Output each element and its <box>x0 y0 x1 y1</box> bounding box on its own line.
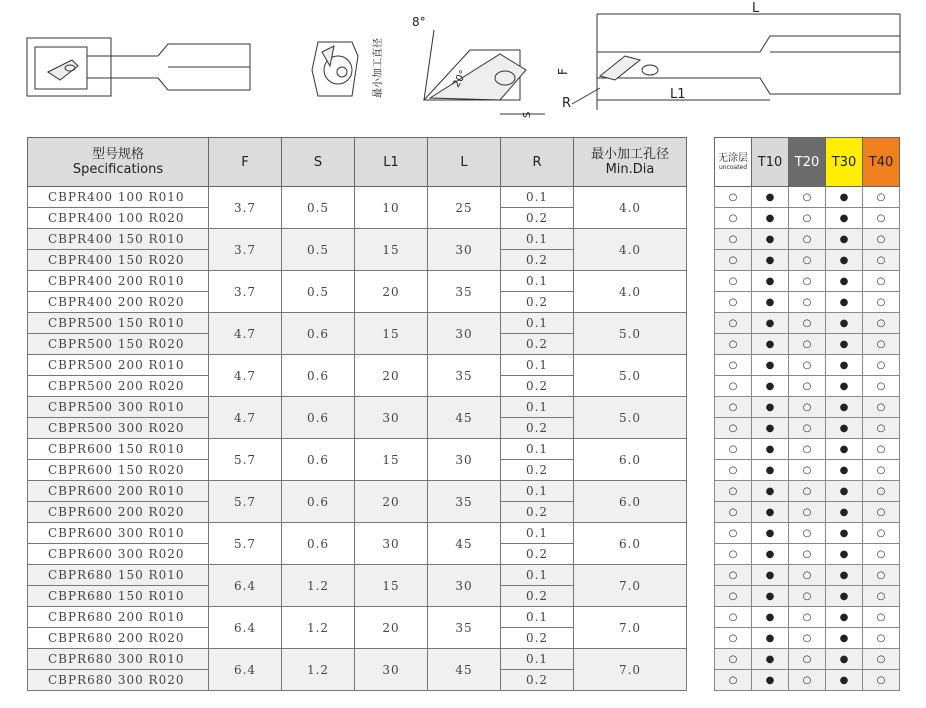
r-cell: 0.2 <box>501 628 574 649</box>
f-cell: 3.7 <box>209 271 282 313</box>
grade-cell: ● <box>826 187 863 208</box>
grade-cell: ○ <box>863 502 900 523</box>
grade-cell: ○ <box>715 481 752 502</box>
grade-cell: ○ <box>863 313 900 334</box>
s-cell: 0.6 <box>282 397 355 439</box>
grade-cell: ○ <box>715 628 752 649</box>
grade-cell: ○ <box>863 460 900 481</box>
grade-row <box>715 292 900 313</box>
r-cell: 0.1 <box>501 355 574 376</box>
min-dia-cell: 6.0 <box>574 481 687 523</box>
r-cell: 0.2 <box>501 208 574 229</box>
r-cell: 0.1 <box>501 187 574 208</box>
grade-header-0: 无涂层 uncoated <box>715 138 752 187</box>
grade-cell: ○ <box>715 208 752 229</box>
grade-cell: ○ <box>863 565 900 586</box>
grade-cell: ● <box>752 208 789 229</box>
r-cell: 0.1 <box>501 271 574 292</box>
l1-cell: 30 <box>355 649 428 691</box>
grade-cell: ● <box>826 670 863 691</box>
s-cell: 0.6 <box>282 481 355 523</box>
grade-cell: ○ <box>863 607 900 628</box>
L-label: L <box>752 1 760 16</box>
min-dia-cell: 5.0 <box>574 397 687 439</box>
table-row <box>28 481 687 502</box>
grade-cell: ○ <box>863 376 900 397</box>
l-cell: 25 <box>428 187 501 229</box>
grade-row <box>715 565 900 586</box>
table-row <box>28 187 687 208</box>
f-cell: 6.4 <box>209 565 282 607</box>
grade-row <box>715 229 900 250</box>
spec-cell: CBPR680 300 R020 <box>28 670 209 691</box>
s-cell: 0.6 <box>282 313 355 355</box>
tool-end-view <box>312 38 384 98</box>
spec-cell: CBPR400 200 R010 <box>28 271 209 292</box>
l-cell: 30 <box>428 439 501 481</box>
s-cell: 1.2 <box>282 607 355 649</box>
header-specifications: 型号规格 Specifications <box>28 138 209 187</box>
grade-cell: ● <box>752 397 789 418</box>
grade-cell: ○ <box>789 544 826 565</box>
grade-cell: ○ <box>789 376 826 397</box>
r-cell: 0.2 <box>501 292 574 313</box>
f-cell: 5.7 <box>209 481 282 523</box>
table-row <box>28 229 687 250</box>
grade-row <box>715 208 900 229</box>
grade-cell: ○ <box>715 565 752 586</box>
grade-cell: ● <box>826 271 863 292</box>
grade-cell: ○ <box>789 292 826 313</box>
grade-cell: ○ <box>789 649 826 670</box>
grade-cell: ○ <box>715 313 752 334</box>
table-row <box>28 355 687 376</box>
grade-cell: ○ <box>863 670 900 691</box>
grade-cell: ○ <box>863 397 900 418</box>
grade-row <box>715 334 900 355</box>
l1-cell: 30 <box>355 523 428 565</box>
s-cell: 0.5 <box>282 271 355 313</box>
tool-side-view-small <box>27 38 250 96</box>
angle-20-label: 20° <box>451 68 470 90</box>
header-L: L <box>428 138 501 187</box>
grade-cell: ○ <box>789 607 826 628</box>
grade-row <box>715 649 900 670</box>
min-dia-cell: 7.0 <box>574 649 687 691</box>
r-cell: 0.1 <box>501 481 574 502</box>
f-cell: 5.7 <box>209 439 282 481</box>
table-row <box>28 649 687 670</box>
grade-row <box>715 460 900 481</box>
spec-cell: CBPR400 200 R020 <box>28 292 209 313</box>
grade-cell: ○ <box>715 250 752 271</box>
s-cell: 1.2 <box>282 649 355 691</box>
min-dia-cell: 7.0 <box>574 607 687 649</box>
spec-cell: CBPR680 200 R010 <box>28 607 209 628</box>
grade-cell: ○ <box>789 313 826 334</box>
grade-cell: ○ <box>715 229 752 250</box>
s-cell: 0.6 <box>282 523 355 565</box>
grade-cell: ○ <box>715 502 752 523</box>
specifications-table <box>27 137 687 691</box>
spec-cell: CBPR500 300 R010 <box>28 397 209 418</box>
grade-cell: ● <box>826 565 863 586</box>
l1-cell: 15 <box>355 313 428 355</box>
grade-cell: ● <box>826 334 863 355</box>
grade-cell: ● <box>752 292 789 313</box>
grade-table <box>714 137 900 691</box>
grade-cell: ○ <box>715 187 752 208</box>
header-min-dia: 最小加工孔径 Min.Dia <box>574 138 687 187</box>
grade-row <box>715 670 900 691</box>
spec-cell: CBPR500 200 R010 <box>28 355 209 376</box>
grade-row <box>715 502 900 523</box>
grade-cell: ○ <box>863 355 900 376</box>
grade-row <box>715 481 900 502</box>
header-L1: L1 <box>355 138 428 187</box>
l-cell: 45 <box>428 649 501 691</box>
f-cell: 5.7 <box>209 523 282 565</box>
grade-cell: ○ <box>715 355 752 376</box>
grade-cell: ○ <box>715 607 752 628</box>
l-cell: 35 <box>428 271 501 313</box>
grade-cell: ● <box>752 649 789 670</box>
grade-cell: ○ <box>863 544 900 565</box>
grade-cell: ● <box>826 229 863 250</box>
r-cell: 0.1 <box>501 313 574 334</box>
grade-cell: ○ <box>863 334 900 355</box>
grade-cell: ○ <box>789 271 826 292</box>
spec-cell: CBPR400 100 R010 <box>28 187 209 208</box>
f-cell: 4.7 <box>209 313 282 355</box>
grade-cell: ○ <box>863 628 900 649</box>
table-row <box>28 523 687 544</box>
spec-cell: CBPR680 300 R010 <box>28 649 209 670</box>
grade-cell: ○ <box>789 670 826 691</box>
grade-cell: ● <box>752 481 789 502</box>
grade-cell: ● <box>826 460 863 481</box>
grade-cell: ● <box>826 523 863 544</box>
r-cell: 0.2 <box>501 334 574 355</box>
R-label: R <box>562 96 572 111</box>
tool-tip-detail <box>412 15 545 118</box>
grade-row <box>715 544 900 565</box>
grade-cell: ○ <box>715 271 752 292</box>
grade-cell: ● <box>752 313 789 334</box>
grade-cell: ● <box>826 208 863 229</box>
grade-cell: ○ <box>715 334 752 355</box>
grade-cell: ○ <box>715 397 752 418</box>
grade-cell: ○ <box>715 292 752 313</box>
grade-cell: ○ <box>789 565 826 586</box>
grade-cell: ● <box>752 523 789 544</box>
grade-cell: ● <box>752 376 789 397</box>
grade-row <box>715 439 900 460</box>
grade-row <box>715 355 900 376</box>
grade-cell: ○ <box>863 292 900 313</box>
grade-cell: ● <box>752 607 789 628</box>
r-cell: 0.2 <box>501 376 574 397</box>
grade-row <box>715 187 900 208</box>
spec-cell: CBPR400 150 R010 <box>28 229 209 250</box>
f-cell: 6.4 <box>209 607 282 649</box>
min-dia-cell: 5.0 <box>574 355 687 397</box>
grade-row <box>715 271 900 292</box>
grade-cell: ● <box>752 250 789 271</box>
grade-row <box>715 628 900 649</box>
grade-cell: ○ <box>863 481 900 502</box>
s-label: S <box>522 111 533 118</box>
grade-cell: ● <box>826 481 863 502</box>
table-row <box>28 565 687 586</box>
l1-cell: 10 <box>355 187 428 229</box>
grade-cell: ● <box>826 544 863 565</box>
grade-cell: ○ <box>789 334 826 355</box>
grade-cell: ○ <box>863 523 900 544</box>
min-dia-cell: 6.0 <box>574 523 687 565</box>
grade-cell: ● <box>826 250 863 271</box>
r-cell: 0.1 <box>501 397 574 418</box>
f-cell: 6.4 <box>209 649 282 691</box>
grade-header-2: T20 <box>789 138 826 187</box>
grade-cell: ○ <box>789 502 826 523</box>
grade-cell: ● <box>752 670 789 691</box>
r-cell: 0.1 <box>501 439 574 460</box>
l1-cell: 20 <box>355 607 428 649</box>
grade-cell: ● <box>752 418 789 439</box>
grade-cell: ● <box>752 439 789 460</box>
grade-cell: ● <box>826 586 863 607</box>
r-cell: 0.2 <box>501 502 574 523</box>
tool-full-view <box>556 1 900 111</box>
grade-body <box>715 187 900 691</box>
F-label: F <box>556 68 570 75</box>
grade-cell: ○ <box>715 376 752 397</box>
grade-cell: ○ <box>863 229 900 250</box>
grade-row <box>715 397 900 418</box>
r-cell: 0.2 <box>501 418 574 439</box>
grade-cell: ○ <box>789 460 826 481</box>
grade-row <box>715 523 900 544</box>
grade-cell: ● <box>752 586 789 607</box>
grade-cell: ○ <box>789 628 826 649</box>
grade-header-1: T10 <box>752 138 789 187</box>
header-R: R <box>501 138 574 187</box>
min-dia-cell: 6.0 <box>574 439 687 481</box>
grade-cell: ○ <box>715 670 752 691</box>
l-cell: 45 <box>428 523 501 565</box>
min-dia-cell: 4.0 <box>574 271 687 313</box>
angle-8-label: 8° <box>412 15 426 29</box>
grade-cell: ● <box>826 607 863 628</box>
header-F: F <box>209 138 282 187</box>
s-cell: 0.5 <box>282 187 355 229</box>
grade-row <box>715 607 900 628</box>
grade-cell: ● <box>826 439 863 460</box>
spec-cell: CBPR680 150 R010 <box>28 586 209 607</box>
grade-row <box>715 313 900 334</box>
grade-cell: ● <box>826 502 863 523</box>
tool-drawings <box>0 0 926 135</box>
grade-cell: ○ <box>789 208 826 229</box>
grade-cell: ○ <box>863 586 900 607</box>
grade-cell: ● <box>826 355 863 376</box>
s-cell: 0.6 <box>282 439 355 481</box>
r-cell: 0.2 <box>501 460 574 481</box>
r-cell: 0.1 <box>501 523 574 544</box>
grade-cell: ● <box>826 397 863 418</box>
L1-label: L1 <box>670 87 686 102</box>
grade-cell: ● <box>752 502 789 523</box>
spec-cell: CBPR500 300 R020 <box>28 418 209 439</box>
grade-cell: ○ <box>863 271 900 292</box>
spec-header-row <box>28 138 687 187</box>
grade-cell: ● <box>826 292 863 313</box>
grade-cell: ● <box>752 628 789 649</box>
grade-header-4: T40 <box>863 138 900 187</box>
spec-cell: CBPR600 300 R020 <box>28 544 209 565</box>
grade-cell: ○ <box>789 229 826 250</box>
min-dia-cell: 4.0 <box>574 229 687 271</box>
grade-cell: ● <box>826 649 863 670</box>
table-row <box>28 439 687 460</box>
min-dia-label: 最小加工直径 <box>373 38 384 98</box>
grade-cell: ● <box>752 271 789 292</box>
l-cell: 45 <box>428 397 501 439</box>
r-cell: 0.2 <box>501 250 574 271</box>
grade-row <box>715 250 900 271</box>
s-cell: 0.6 <box>282 355 355 397</box>
s-cell: 0.5 <box>282 229 355 271</box>
grade-cell: ● <box>752 460 789 481</box>
l1-cell: 30 <box>355 397 428 439</box>
table-row <box>28 271 687 292</box>
r-cell: 0.1 <box>501 607 574 628</box>
grade-cell: ● <box>826 418 863 439</box>
spec-cell: CBPR600 200 R010 <box>28 481 209 502</box>
spec-cell: CBPR500 200 R020 <box>28 376 209 397</box>
table-row <box>28 607 687 628</box>
f-cell: 4.7 <box>209 397 282 439</box>
grade-cell: ○ <box>789 250 826 271</box>
grade-cell: ○ <box>863 649 900 670</box>
table-row <box>28 397 687 418</box>
grade-cell: ○ <box>715 649 752 670</box>
min-dia-cell: 4.0 <box>574 187 687 229</box>
grade-header-row <box>715 138 900 187</box>
f-cell: 3.7 <box>209 187 282 229</box>
header-S: S <box>282 138 355 187</box>
grade-cell: ○ <box>789 439 826 460</box>
table-row <box>28 313 687 334</box>
r-cell: 0.2 <box>501 544 574 565</box>
grade-cell: ○ <box>789 418 826 439</box>
grade-cell: ● <box>826 628 863 649</box>
l1-cell: 15 <box>355 439 428 481</box>
grade-cell: ○ <box>715 523 752 544</box>
grade-cell: ○ <box>863 250 900 271</box>
spec-cell: CBPR500 150 R010 <box>28 313 209 334</box>
grade-cell: ○ <box>863 418 900 439</box>
spec-cell: CBPR400 100 R020 <box>28 208 209 229</box>
grade-row <box>715 586 900 607</box>
l-cell: 30 <box>428 229 501 271</box>
l-cell: 30 <box>428 313 501 355</box>
l1-cell: 20 <box>355 481 428 523</box>
f-cell: 4.7 <box>209 355 282 397</box>
l1-cell: 15 <box>355 229 428 271</box>
r-cell: 0.1 <box>501 649 574 670</box>
grade-cell: ● <box>826 313 863 334</box>
grade-cell: ○ <box>863 208 900 229</box>
spec-cell: CBPR680 150 R010 <box>28 565 209 586</box>
r-cell: 0.1 <box>501 229 574 250</box>
grade-cell: ○ <box>789 481 826 502</box>
spec-body <box>28 187 687 691</box>
grade-cell: ○ <box>715 439 752 460</box>
grade-cell: ○ <box>789 397 826 418</box>
grade-row <box>715 376 900 397</box>
grade-cell: ● <box>752 334 789 355</box>
r-cell: 0.2 <box>501 670 574 691</box>
l-cell: 35 <box>428 355 501 397</box>
min-dia-cell: 5.0 <box>574 313 687 355</box>
spec-cell: CBPR600 150 R010 <box>28 439 209 460</box>
l-cell: 35 <box>428 481 501 523</box>
spec-cell: CBPR680 200 R020 <box>28 628 209 649</box>
grade-cell: ○ <box>789 187 826 208</box>
grade-cell: ○ <box>715 544 752 565</box>
grade-cell: ○ <box>715 586 752 607</box>
l1-cell: 15 <box>355 565 428 607</box>
f-cell: 3.7 <box>209 229 282 271</box>
grade-cell: ● <box>752 544 789 565</box>
grade-cell: ● <box>752 355 789 376</box>
r-cell: 0.1 <box>501 565 574 586</box>
spec-cell: CBPR600 300 R010 <box>28 523 209 544</box>
grade-cell: ● <box>752 565 789 586</box>
l1-cell: 20 <box>355 271 428 313</box>
min-dia-cell: 7.0 <box>574 565 687 607</box>
grade-cell: ○ <box>715 418 752 439</box>
grade-cell: ○ <box>789 355 826 376</box>
s-cell: 1.2 <box>282 565 355 607</box>
grade-cell: ○ <box>863 439 900 460</box>
grade-cell: ○ <box>863 187 900 208</box>
spec-cell: CBPR600 150 R020 <box>28 460 209 481</box>
spec-cell: CBPR500 150 R020 <box>28 334 209 355</box>
grade-cell: ○ <box>715 460 752 481</box>
grade-cell: ● <box>752 229 789 250</box>
l-cell: 35 <box>428 607 501 649</box>
grade-header-3: T30 <box>826 138 863 187</box>
r-cell: 0.2 <box>501 586 574 607</box>
grade-row <box>715 418 900 439</box>
grade-cell: ○ <box>789 523 826 544</box>
spec-cell: CBPR600 200 R020 <box>28 502 209 523</box>
grade-cell: ● <box>752 187 789 208</box>
spec-cell: CBPR400 150 R020 <box>28 250 209 271</box>
l1-cell: 20 <box>355 355 428 397</box>
grade-cell: ○ <box>789 586 826 607</box>
grade-cell: ● <box>826 376 863 397</box>
l-cell: 30 <box>428 565 501 607</box>
